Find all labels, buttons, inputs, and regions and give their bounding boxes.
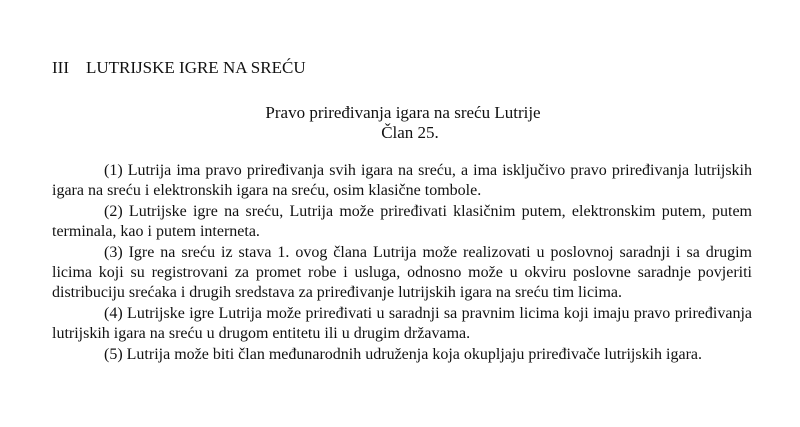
paragraph-1: (1) Lutrija ima pravo priređivanja svih igara na sreću, a ima isključivo pravo priređivanja lutrijskih igara na sreću i elektronskih igara na sreću, osim klasične tombole.: [52, 162, 752, 200]
paragraph-3: (3) Igre na sreću iz stava 1. ovog člana Lutrija može realizovati u poslovnoj saradnji i sa drugim licima koji su registrovani za promet robe i usluga, odnosno može u okviru poslovne saradnje povjeriti distribuciju srećaka i drugih sredstava za priređivanje lutrijskih igara na sreću tim licima.: [52, 243, 752, 302]
paragraph-2: (2) Lutrijske igre na sreću, Lutrija može priređivati klasičnim putem, elektronskim putem, putem terminala, kao i putem interneta.: [52, 202, 752, 241]
article-number: Član 25.: [381, 123, 439, 142]
article-title: Pravo priređivanja igara na sreću Lutrije: [265, 103, 541, 122]
section-number: III: [52, 58, 69, 77]
article-body: [52, 161, 752, 365]
paragraph-4: (4) Lutrijske igre Lutrija može priređivati u saradnji sa pravnim licima koji imaju pravo priređivanja lutrijskih igara na sreću u drugom entitetu ili u drugim državama.: [52, 304, 752, 343]
section-title: LUTRIJSKE IGRE NA SREĆU: [86, 58, 306, 77]
section-heading: [52, 58, 306, 78]
paragraph-5: (5) Lutrija može biti član međunarodnih udruženja koja okupljaju priređivače lutrijskih igara.: [104, 345, 703, 363]
